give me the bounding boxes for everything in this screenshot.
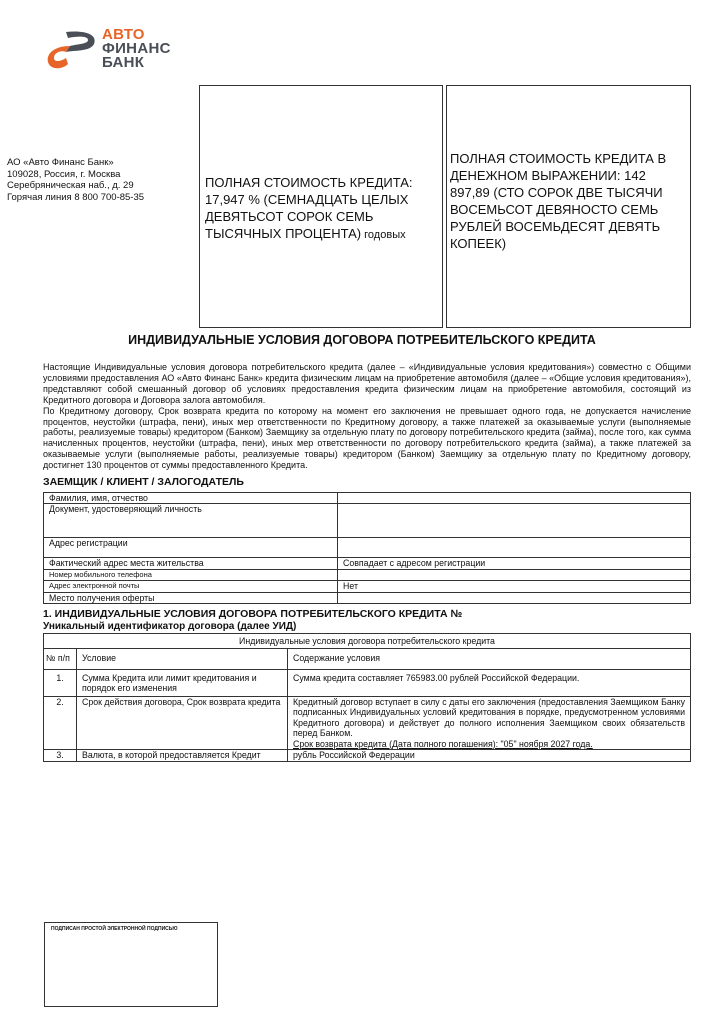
intro-paragraph: Настоящие Индивидуальные условия договора потребительского кредита (далее – «Индивидуальные условия кредитования») совместно с Общими условиями предоставления АО «Авто Финанс Банк» кредита физическим лицам на приобретение автомобиля (далее – «Общие условия кредитования»), представляют собой смешанный договор об условиях предоставления кредита физическим лицам на приобретение автомобиля, состоящий из Кредитного договора и Договора залога автомобиля. — [43, 362, 691, 405]
table-row — [44, 592, 691, 604]
row-value: Совпадает с адресом регистрации — [338, 558, 691, 570]
table-title: Индивидуальные условия договора потребительского кредита — [44, 633, 691, 648]
table-header-row — [44, 648, 691, 669]
logo-line2: ФИНАНС — [102, 40, 171, 57]
document-title: ИНДИВИДУАЛЬНЫЕ УСЛОВИЯ ДОГОВОРА ПОТРЕБИТЕЛЬСКОГО КРЕДИТА — [128, 333, 596, 347]
row-label: Адрес электронной почты — [44, 581, 338, 593]
row-value: Нет — [338, 581, 691, 593]
row-condition: Сумма Кредита или лимит кредитования и порядок его изменения — [77, 669, 288, 696]
table-row — [44, 669, 691, 696]
row-label: Адрес регистрации — [44, 538, 338, 558]
bank-street: Серебряническая наб., д. 29 — [7, 180, 134, 191]
signature-box — [44, 922, 218, 1007]
row-value — [338, 504, 691, 538]
logo-line1: АВТО — [102, 26, 145, 43]
table-row — [44, 696, 691, 750]
section1-heading: 1. ИНДИВИДУАЛЬНЫЕ УСЛОВИЯ ДОГОВОРА ПОТРЕБИТЕЛЬСКОГО КРЕДИТА № — [43, 608, 463, 621]
table-row — [44, 538, 691, 558]
repayment-date: Срок возврата кредита (Дата полного погашения): "05" ноября 2027 года. — [293, 738, 593, 749]
bank-address — [7, 157, 144, 203]
signature-label: ПОДПИСАН ПРОСТОЙ ЭЛЕКТРОННОЙ ПОДПИСЬЮ — [51, 926, 178, 932]
logo-line3: БАНК — [102, 54, 145, 71]
table-row — [44, 569, 691, 581]
row-value — [338, 538, 691, 558]
intro-paragraph: По Кредитному договору, Срок возврата кредита по которому на момент его заключения не превышает одного года, не допускается начисление процентов, неустойки (штрафа, пени), иных мер ответственности по Кредитному договору, а также платежей за оказываемые услуги (выполняемые работы, реализуемые товары) кредитором (Банком) Заемщику за отдельную плату по договору потребительского кредита (займа), после того, как сумма начисленных процентов, неустойки (штрафа, пени), иных мер ответственности по договору потребительского кредита (займа), а также платежей за оказываемые услуги (выполняемые работы, реализуемые товары) кредитором (Банком) Заемщику за отдельную плату по Кредитному договору, достигнет 130 процентов от суммы предоставленного Кредита. — [43, 405, 691, 471]
bank-name: АО «Авто Финанс Банк» — [7, 157, 114, 168]
row-label: Фактический адрес места жительства — [44, 558, 338, 570]
table-row — [44, 750, 691, 762]
row-label: Документ, удостоверяющий личность — [44, 504, 338, 538]
header-condition: Условие — [77, 648, 288, 669]
document-body — [43, 333, 691, 762]
row-value — [338, 569, 691, 581]
table-row — [44, 492, 691, 504]
row-number: 3. — [44, 750, 77, 762]
row-label: Место получения оферты — [44, 592, 338, 604]
row-content: Сумма кредита составляет 765983.00 рублей Российской Федерации. — [288, 669, 691, 696]
row-number: 2. — [44, 696, 77, 750]
table-title-row — [44, 633, 691, 648]
borrower-heading: ЗАЕМЩИК / КЛИЕНТ / ЗАЛОГОДАТЕЛЬ — [43, 476, 244, 489]
table-row — [44, 504, 691, 538]
conditions-table — [43, 633, 691, 762]
bank-logo — [44, 28, 194, 74]
full-cost-rate-box — [199, 85, 443, 328]
table-row — [44, 581, 691, 593]
full-cost-rate-suffix: годовых — [361, 229, 406, 241]
logo-mark-icon — [44, 28, 100, 72]
row-content: Кредитный договор вступает в силу с даты его заключения (предоставления Заемщиком Банку подписанных Индивидуальных условий кредитования в порядке, предусмотренном условиями Кредитного договора) и действует до полного исполнения Заемщиком своих обязательств перед Банком. — [293, 696, 685, 739]
row-content: рубль Российской Федерации — [288, 750, 691, 762]
uid-label: Уникальный идентификатор договора (далее УИД) — [43, 620, 297, 632]
header-content: Содержание условия — [288, 648, 691, 669]
full-cost-amount: ПОЛНАЯ СТОИМОСТЬ КРЕДИТА В ДЕНЕЖНОМ ВЫРАЖЕНИИ: 142 897,89 (СТО СОРОК ДВЕ ТЫСЯЧИ ВОСЕМЬСОТ ДЕВЯНОСТО СЕМЬ РУБЛЕЙ ВОСЕМЬДЕСЯТ ДЕВЯТЬ КОПЕЕК) — [450, 151, 667, 251]
intro-text — [43, 362, 691, 471]
row-number: 1. — [44, 669, 77, 696]
row-label: Номер мобильного телефона — [44, 569, 338, 581]
bank-city: 109028, Россия, г. Москва — [7, 168, 121, 180]
row-value — [338, 592, 691, 604]
row-label: Фамилия, имя, отчество — [44, 492, 338, 504]
bank-hotline: Горячая линия 8 800 700-85-35 — [7, 191, 145, 203]
row-condition: Срок действия договора, Срок возврата кредита — [77, 696, 288, 750]
full-cost-rate: ПОЛНАЯ СТОИМОСТЬ КРЕДИТА: 17,947 % (СЕМНАДЦАТЬ ЦЕЛЫХ ДЕВЯТЬСОТ СОРОК СЕМЬ ТЫСЯЧНЫХ ПРОЦЕНТА) — [205, 175, 413, 241]
row-value — [338, 492, 691, 504]
borrower-table — [43, 492, 691, 605]
row-condition: Валюта, в которой предоставляется Кредит — [77, 750, 288, 762]
full-cost-amount-box — [446, 85, 691, 328]
header-number: № п/п — [44, 648, 77, 669]
table-row — [44, 558, 691, 570]
